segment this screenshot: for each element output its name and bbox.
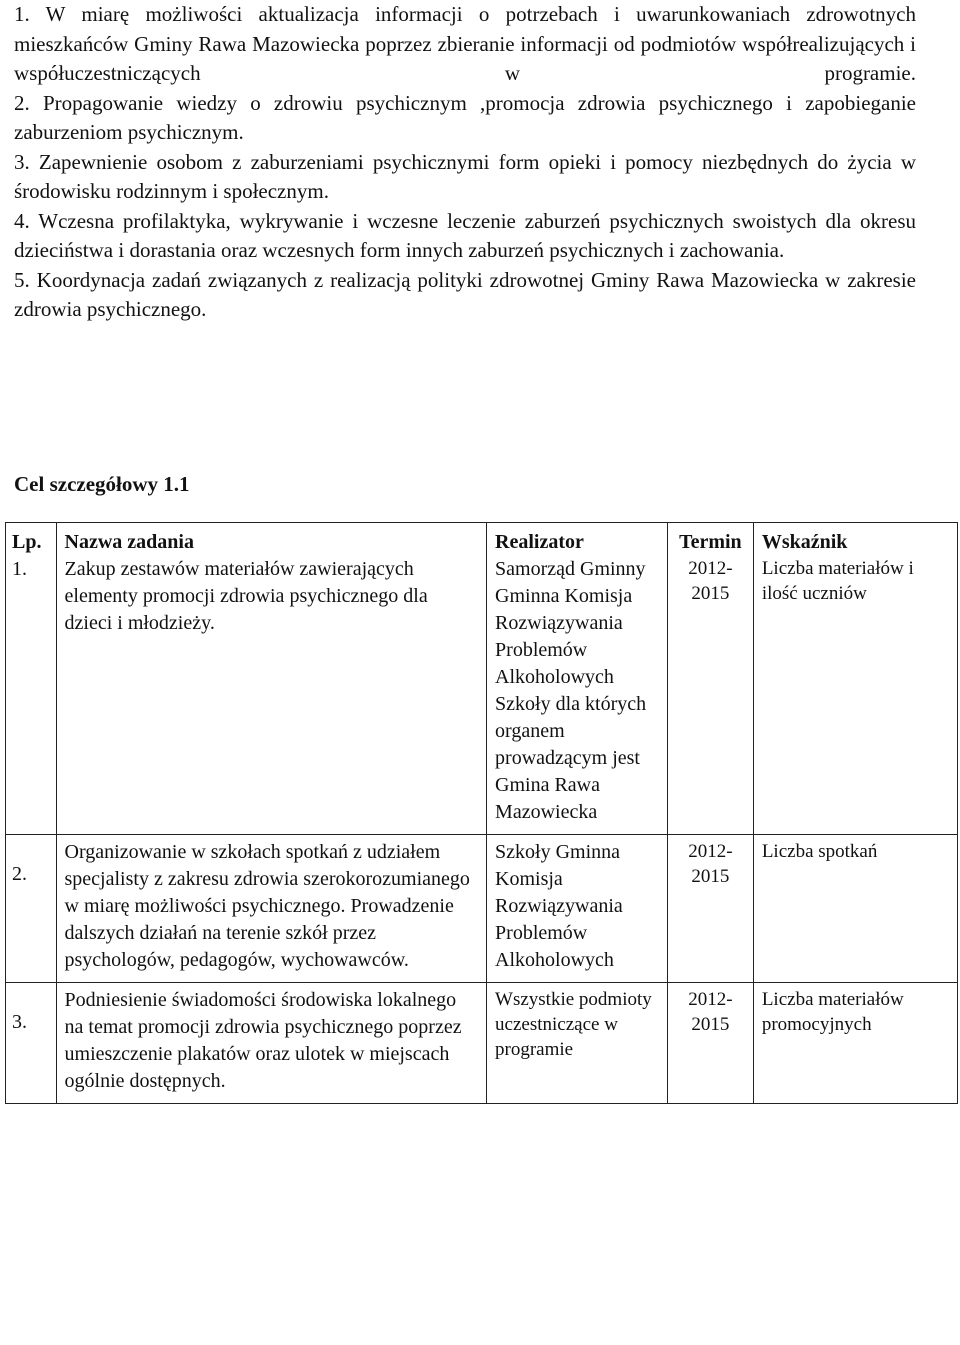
goal-item-4: 4. Wczesna profilaktyka, wykrywanie i wczesne leczenie zaburzeń psychicznych swoistych dla okresu dzieciństwa i dorastania oraz wczesnych form innych zaburzeń psychicznych i zachowania. [14, 208, 916, 262]
row-nazwa: Organizowanie w szkołach spotkań z udziałem specjalisty z zakresu zdrowia szerokorozumianego w miarę możliwości psychicznego. Prowadzenie dalszych działań na terenie szkół przez psychologów, pedagogów, wychowawców. [56, 835, 487, 983]
row-realizator: Samorząd Gminny Gminna Komisja Rozwiązywania Problemów Alkoholowych Szkoły dla których organem prowadzącym jest Gmina Rawa Mazowiecka [487, 556, 668, 835]
row-realizator: Szkoły Gminna Komisja Rozwiązywania Problemów Alkoholowych [487, 835, 668, 983]
header-termin: Termin [667, 523, 753, 557]
row-termin: 2012-2015 [667, 835, 753, 983]
row-wskaznik: Liczba materiałów promocyjnych [753, 983, 957, 1104]
row-nazwa: Zakup zestawów materiałów zawierających elementy promocji zdrowia psychicznego dla dzieci i młodzieży. [56, 556, 487, 835]
goal-item-2: 2. Propagowanie wiedzy o zdrowiu psychicznym ,promocja zdrowia psychicznego i zapobieganie zaburzeniom psychicznym. [14, 90, 916, 144]
row-nazwa: Podniesienie świadomości środowiska lokalnego na temat promocji zdrowia psychicznego poprzez umieszczenie plakatów oraz ulotek w miejscach ogólnie dostępnych. [56, 983, 487, 1104]
goal-item-3: 3. Zapewnienie osobom z zaburzeniami psychicznymi form opieki i pomocy niezbędnych do życia w środowisku rodzinnym i społecznym. [14, 149, 916, 203]
table-row [6, 835, 958, 983]
goals-list [14, 0, 916, 325]
header-nazwa: Nazwa zadania [56, 523, 487, 557]
row-lp-text: 2. [12, 863, 27, 885]
row-lp [6, 556, 57, 835]
row-lp [6, 983, 57, 1104]
row-lp-text: 3. [12, 1011, 27, 1033]
goal-item-5: 5. Koordynacja zadań związanych z realizacją polityki zdrowotnej Gminy Rawa Mazowiecka w zakresie zdrowia psychicznego. [14, 267, 916, 321]
header-lp: Lp. [6, 523, 57, 557]
header-wskaznik: Wskaźnik [753, 523, 957, 557]
row-wskaznik: Liczba materiałów i ilość uczniów [753, 556, 957, 835]
row-lp-text: 1. [12, 558, 27, 580]
row-wskaznik: Liczba spotkań [753, 835, 957, 983]
row-lp [6, 835, 57, 983]
table-header-row [6, 523, 958, 557]
row-termin: 2012-2015 [667, 556, 753, 835]
row-realizator: Wszystkie podmioty uczestniczące w programie [487, 983, 668, 1104]
tasks-table [5, 522, 958, 1104]
header-realizator: Realizator [487, 523, 668, 557]
goal-item-1: 1. W miarę możliwości aktualizacja informacji o potrzebach i uwarunkowaniach zdrowotnych mieszkańców Gminy Rawa Mazowiecka poprzez zbieranie informacji od podmiotów współrealizujących i współuczestniczących w programie. [14, 2, 916, 85]
row-termin: 2012-2015 [667, 983, 753, 1104]
table-row [6, 556, 958, 835]
table-row [6, 983, 958, 1104]
section-title: Cel szczegółowy 1.1 [14, 472, 190, 496]
